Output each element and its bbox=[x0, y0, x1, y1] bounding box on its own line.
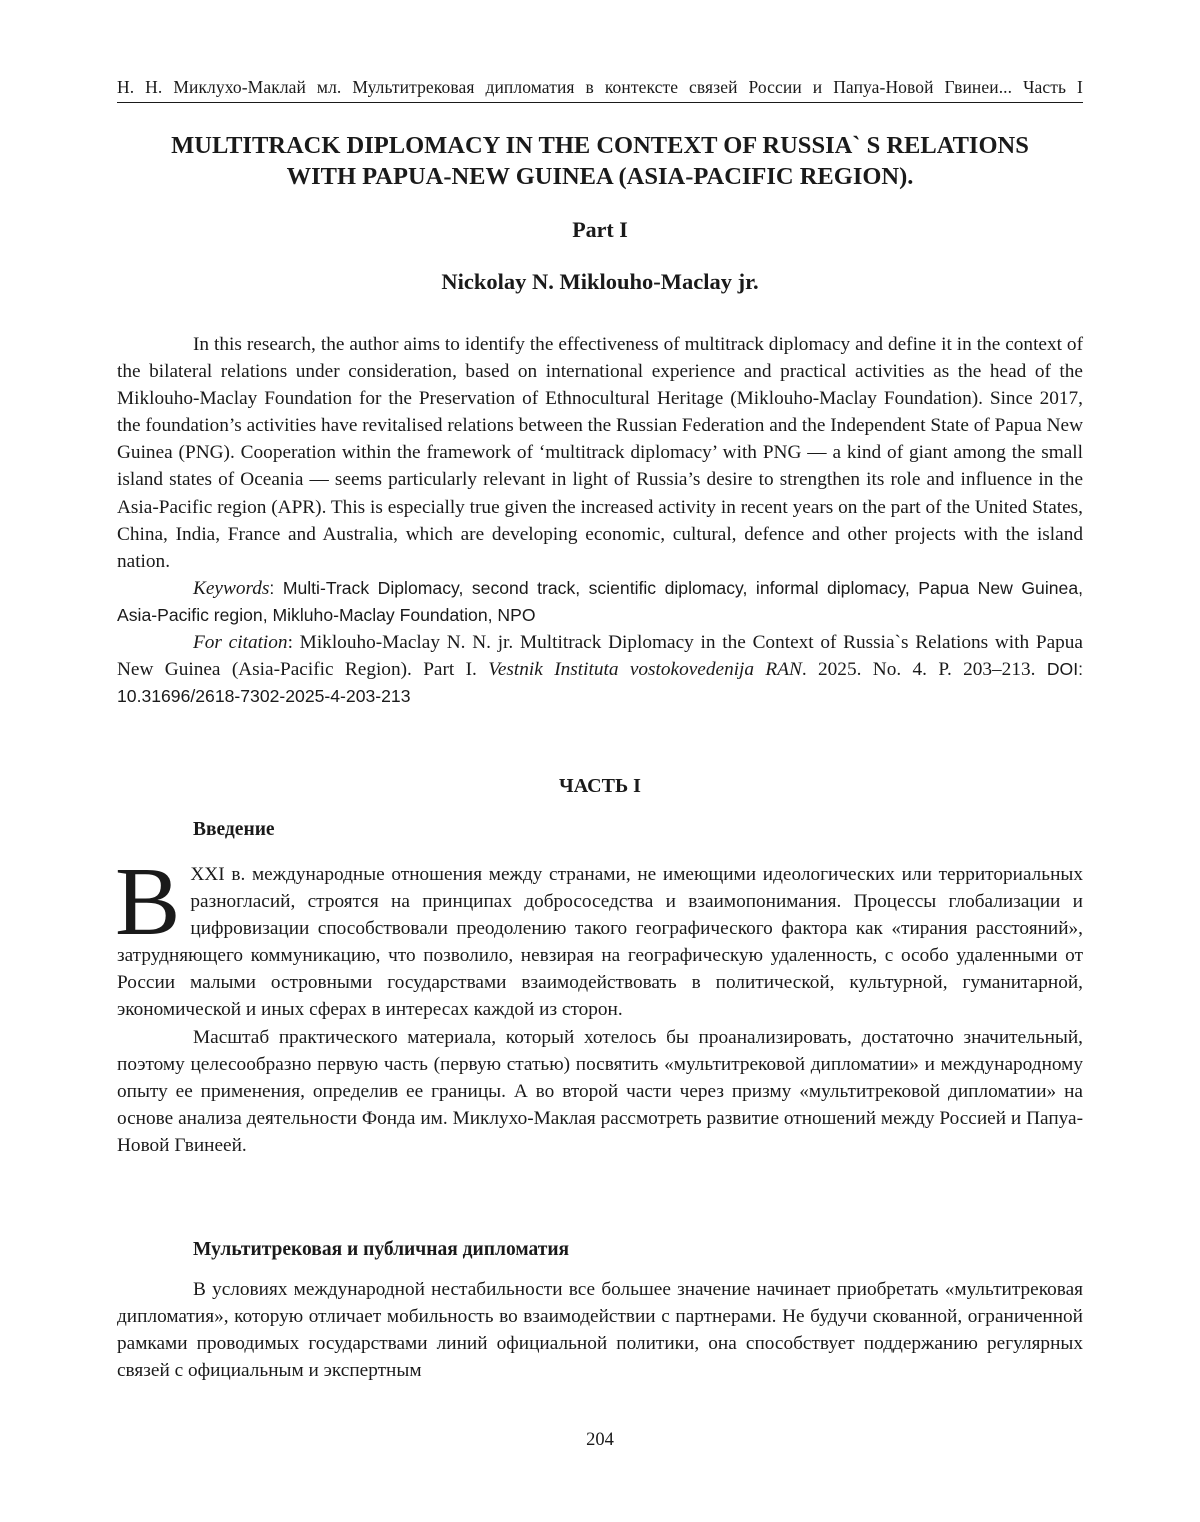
citation-doi: DOI: 10.31696/2618-7302-2025-4-203-213 bbox=[117, 659, 1083, 707]
citation-journal: Vestnik Instituta vostokovedenija RAN bbox=[488, 659, 802, 681]
intro-heading: Введение bbox=[193, 819, 275, 840]
running-header: Н. Н. Миклухо-Маклай мл. Мультитрековая дипломатия в контексте связей России и Папуа-Новой Гвинеи... Часть I bbox=[117, 76, 1083, 103]
article-title bbox=[117, 130, 1083, 192]
article-author: Nickolay N. Miklouho-Maclay jr. bbox=[441, 269, 759, 294]
keywords-text: : Multi-Track Diplomacy, second track, scientific diplomacy, informal diplomacy, Papua New Guinea, Asia-Pacific region, Mikluho-Maclay Foundation, NPO bbox=[117, 577, 1083, 625]
citation-tail: . 2025. No. 4. P. 203–213. bbox=[801, 659, 1036, 681]
section-heading: Мультитрековая и публичная дипломатия bbox=[193, 1239, 570, 1260]
drop-cap: В bbox=[115, 848, 181, 956]
intro-body bbox=[115, 848, 1083, 1159]
keywords bbox=[117, 575, 1083, 629]
journal-page bbox=[117, 0, 1083, 1522]
intro-paragraph-1-text: XXI в. международные отношения между странами, не имеющими идеологических или территориальных разногласий, строятся на принципах добрососедства и взаимопонимания. Процессы глобализации и цифровизации способствовали преодолению такого географического фактора как «тирания расстояний», затрудняющего коммуникацию, что позволило, невзирая на географическую удаленность, с особо удаленными от России малыми островными государствами взаимодействовать в политической, культурной, гуманитарной, экономической и иных сферах в интересах каждой из сторон. bbox=[117, 864, 1083, 1021]
intro-paragraph-2: Масштаб практического материала, который хотелось бы проанализировать, достаточно значительный, поэтому целесообразно первую часть (первую статью) посвятить «мультитрековой дипломатии» и международному опыту ее применения, определив ее границы. А во второй части через призму «мультитрековой дипломатии» на основе анализа деятельности Фонда им. Миклухо-Маклая рассмотреть развитие отношений между Россией и Папуа-Новой Гвинеей. bbox=[117, 1026, 1083, 1156]
citation bbox=[117, 629, 1083, 710]
page-number: 204 bbox=[586, 1430, 614, 1450]
keywords-label: Keywords bbox=[193, 577, 270, 599]
article-title-line-2: WITH PAPUA-NEW GUINEA (ASIA-PACIFIC REGION). bbox=[286, 163, 914, 190]
citation-label: For citation bbox=[193, 632, 288, 654]
section-paragraph-1: В условиях международной нестабильности все большее значение начинает приобретать «мультитрековая дипломатия», которую отличает мобильность во взаимодействии с партнерами. Не будучи скованной, ограниченной рамками проводимых государствами линий официальной политики, она способствует поддержанию регулярных связей с официальным и экспертным bbox=[117, 1279, 1083, 1382]
article-part: Part I bbox=[572, 217, 628, 242]
article-title-line-1: MULTITRACK DIPLOMACY IN THE CONTEXT OF RUSSIA` S RELATIONS bbox=[171, 132, 1029, 159]
abstract bbox=[117, 331, 1083, 710]
section-body bbox=[117, 1276, 1083, 1384]
citation-text: : Miklouho-Maclay N. N. jr. Multitrack Diplomacy in the Context of Russia`s Relations with Papua New Guinea (Asia-Pacific Region). Part I. bbox=[117, 632, 1083, 681]
part-heading: ЧАСТЬ I bbox=[559, 775, 641, 797]
intro-paragraph-1 bbox=[115, 848, 1083, 1024]
abstract-text: In this research, the author aims to identify the effectiveness of multitrack diplomacy and define it in the context of the bilateral relations under consideration, based on international experience and practical activities as the head of the Miklouho-Maclay Foundation for the Preservation of Ethnocultural Heritage (Miklouho-Maclay Foundation). Since 2017, the foundation’s activities have revitalised relations between the Russian Federation and the Independent State of Papua New Guinea (PNG). Cooperation within the framework of ‘multitrack diplomacy’ with PNG — a kind of giant among the small island states of Oceania — seems particularly relevant in light of Russia’s desire to strengthen its role and influence in the Asia-Pacific region (APR). This is especially true given the increased activity in recent years on the part of the United States, China, India, France and Australia, which are developing economic, cultural, defence and other projects with the island nation. bbox=[117, 334, 1083, 572]
